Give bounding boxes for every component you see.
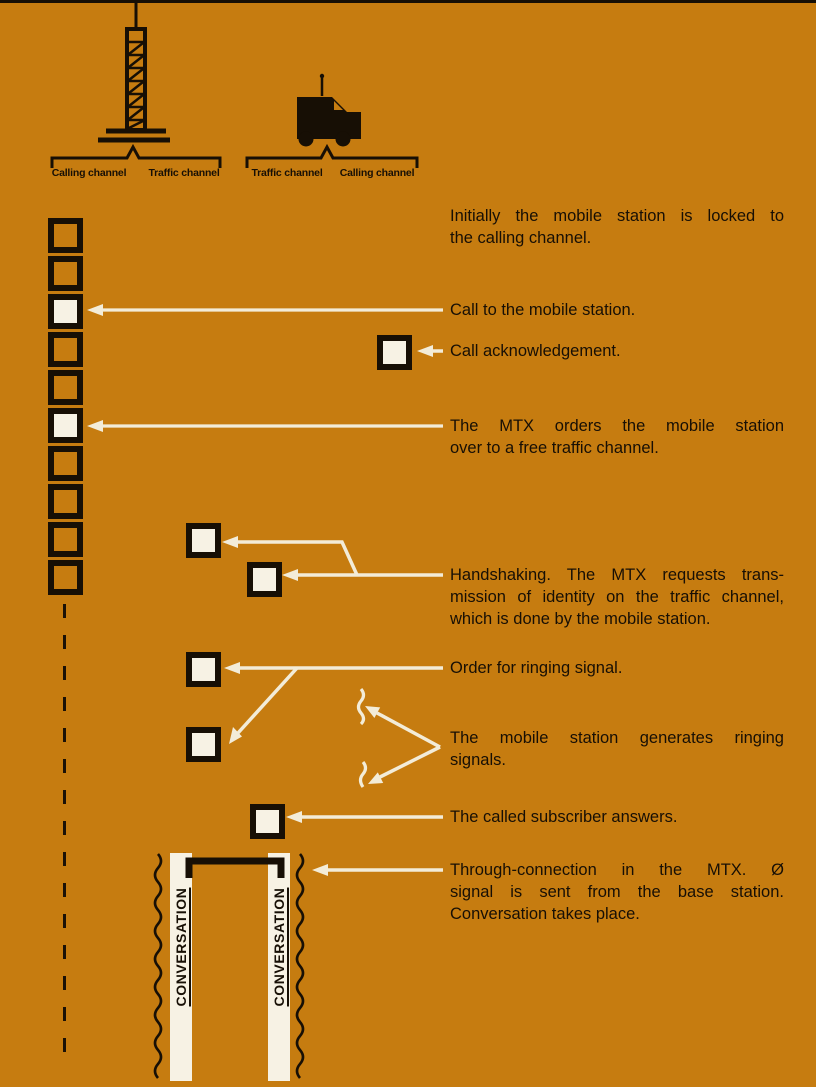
step-text-line: signal is sent from the base station.: [450, 883, 784, 901]
arrow-through-connection: [312, 864, 443, 876]
step-text-line: The mobile station generates ringing: [450, 729, 784, 747]
signal-square-handshake-1: [186, 523, 221, 558]
calling-channel-dashed-line: [63, 604, 66, 1064]
step-text-call-ack: [450, 340, 784, 362]
step-text-call: [450, 299, 784, 321]
truck-icon: [297, 74, 361, 147]
calling-channel-timeline: [48, 218, 83, 598]
speech-wave-left: [155, 854, 161, 1078]
channel-slot: [48, 370, 83, 405]
channel-label: Calling channel: [51, 167, 127, 179]
signal-square-handshake-2: [247, 562, 282, 597]
step-text-line: Through-connection in the MTX. Ø: [450, 861, 784, 879]
channel-slot: [48, 522, 83, 557]
step-text-ring-order: [450, 657, 784, 679]
step-text-initial-lock: [450, 205, 784, 249]
signal-square-call-ack: [377, 335, 412, 370]
step-text-ring-generate: [450, 727, 784, 771]
arrow-ringing-signals: [365, 706, 440, 784]
signal-square-ring-order: [186, 652, 221, 687]
step-text-line: which is done by the mobile station.: [450, 610, 711, 628]
step-text-line: Initially the mobile station is locked to: [450, 207, 784, 225]
step-text-line: mission of identity on the traffic channel,: [450, 588, 784, 606]
channel-slot: [48, 332, 83, 367]
ringing-signal-squiggle: [359, 689, 364, 724]
speech-wave-right: [297, 854, 303, 1078]
step-text-line: Call to the mobile station.: [450, 301, 636, 319]
step-text-through-connection: [450, 859, 784, 925]
antenna-tower-icon: [98, 3, 170, 140]
channel-slot: [48, 446, 83, 481]
signal-square: [48, 294, 83, 329]
step-text-line: the calling channel.: [450, 229, 592, 247]
step-text-line: Call acknowledgement.: [450, 342, 621, 360]
step-text-line: Conversation takes place.: [450, 905, 640, 923]
step-text-line: Order for ringing signal.: [450, 659, 623, 677]
arrow-ring-order: [224, 662, 443, 744]
step-text-subscriber-answer: [450, 806, 784, 828]
step-text-mtx-order: [450, 415, 784, 459]
step-text-line: signals.: [450, 751, 506, 769]
signal-square-answer: [250, 804, 285, 839]
channel-label: Calling channel: [339, 167, 415, 179]
channel-slot: [48, 256, 83, 291]
channel-label: Traffic channel: [148, 167, 220, 179]
mobile-station-channels-bracket: [247, 147, 417, 168]
step-text-handshaking: [450, 564, 784, 630]
step-text-line: Handshaking. The MTX requests trans-: [450, 566, 784, 584]
arrow-call-to-mobile: [87, 304, 443, 316]
channel-slot: [48, 560, 83, 595]
channel-label: Traffic channel: [251, 167, 323, 179]
conversation-label: CONVERSATION: [271, 887, 287, 1007]
signal-square-ring-generate: [186, 727, 221, 762]
step-text-line: over to a free traffic channel.: [450, 439, 659, 457]
arrow-subscriber-answers: [286, 811, 443, 823]
step-text-line: The called subscriber answers.: [450, 808, 678, 826]
arrow-mtx-order-traffic-channel: [87, 420, 443, 432]
conversation-label: CONVERSATION: [173, 887, 189, 1007]
base-station-channels-bracket: [52, 147, 220, 168]
signal-square: [48, 408, 83, 443]
step-text-line: The MTX orders the mobile station: [450, 417, 784, 435]
page-top-edge: [0, 0, 816, 3]
ringing-signal-squiggle: [361, 762, 366, 787]
arrow-call-acknowledgement: [417, 345, 443, 357]
channel-slot: [48, 484, 83, 519]
channel-slot: [48, 218, 83, 253]
